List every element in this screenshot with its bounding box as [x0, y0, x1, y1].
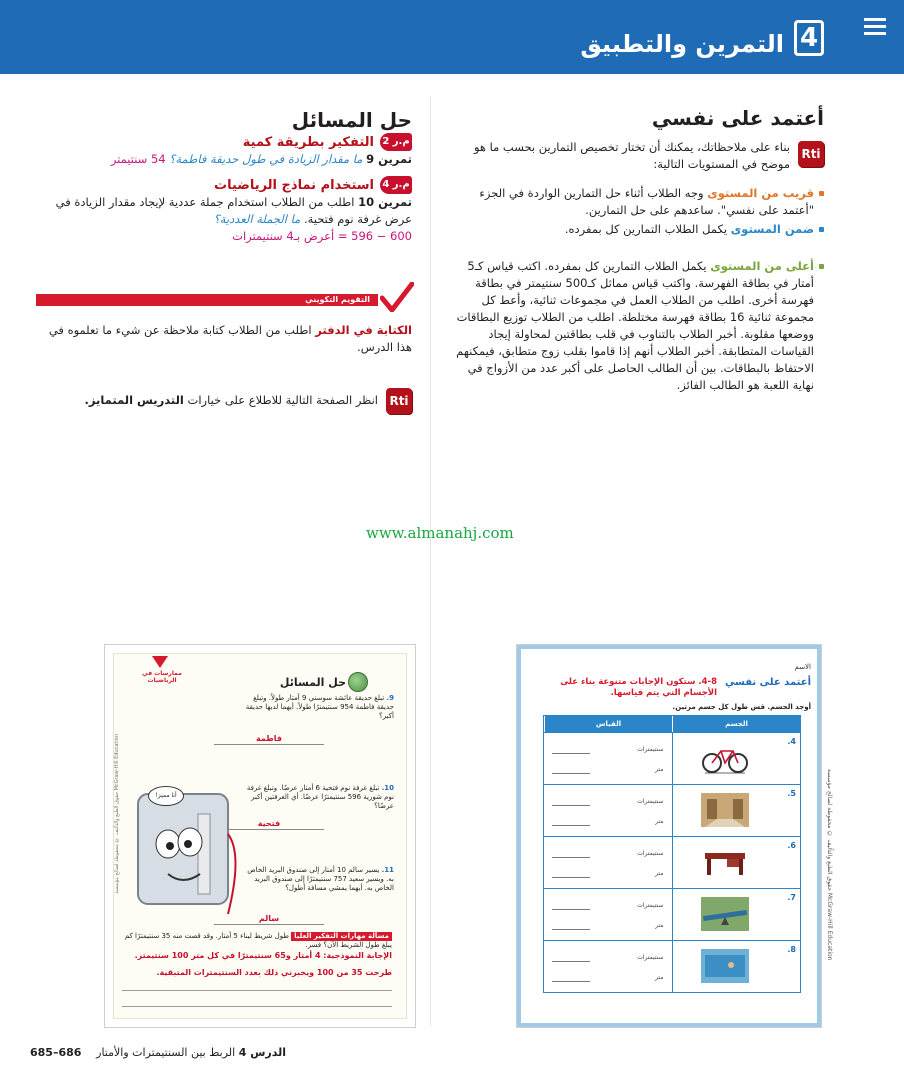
write-line — [122, 990, 392, 991]
math-practice-title: استخدام نماذج الرياضيات — [214, 177, 374, 193]
table-row — [544, 732, 800, 784]
next-note-text: انظر الصفحة التالية للاطلاع على خيارات — [187, 393, 378, 407]
chapter-number: 4 — [794, 20, 824, 56]
exercise-question: ما مقدار الزيادة في طول حديقة فاطمة؟ — [169, 152, 363, 166]
question-text: تبلغ حديقة عائشة سوسني 9 أمتار طولاً. وتبلغ حديقة فاطمة 954 سنتيمترًا طولاً. أيهما لديها حديقة أكبر؟ — [245, 694, 394, 720]
unit-m: متر — [655, 818, 664, 825]
math-practice-title: التفكير بطريقة كمية — [242, 134, 374, 150]
exercise-note — [36, 194, 412, 228]
workbook-page-problem-solving — [104, 644, 416, 1028]
side-credit: حقوق الطبع والتأليف © محفوظة لصالح مؤسسة McGraw-Hill Education — [114, 734, 120, 894]
row-number: 8. — [787, 945, 796, 954]
unit-cm: سنتيمترات — [637, 850, 664, 857]
lesson-title: الربط بين السنتيمترات والأمتار — [96, 1046, 236, 1059]
page-answer: 4-8. ستكون الإجابات متنوعة بناء على الأجسام التي يتم قياسها. — [560, 677, 717, 698]
unit-cm: سنتيمترات — [637, 954, 664, 961]
question-11 — [244, 866, 394, 893]
workbook-page-independent — [516, 644, 822, 1028]
table-row — [544, 888, 800, 940]
row-number: 7. — [787, 893, 796, 902]
seesaw-image — [701, 897, 749, 931]
lesson-label — [96, 1046, 286, 1059]
table-row — [544, 940, 800, 992]
measure-cell — [544, 785, 672, 836]
problem-solving-section — [36, 108, 412, 245]
bicycle-image — [701, 741, 749, 775]
table-row — [544, 784, 800, 836]
page-title: حل المسائل — [279, 676, 346, 689]
journal-text: اطلب من الطلاب كتابة ملاحظة عن شيء ما تعلموه في هذا الدرس. — [48, 323, 412, 354]
row-number: 4. — [787, 737, 796, 746]
journal-note — [36, 322, 412, 356]
level-text: يكمل الطلاب التمارين كل بمفرده. اكتب قياس كـ5 أمتار في بطاقة الفهرسة. واكتب قياس مماثل كـ500 سنتيمتر في بطاقة فهرسة أخرى. اطلب من الطلاب العمل في مجموعات ثنائية، وأعط كل مجموعة ثنائية 16 بطاقة فهرسة مختلطة. اطلب من الطلاب توزيع البطاقات ووضعها مقلوبة. أخبر الطلاب بالتناوب في قلب بطاقتين لمحاولة إيجاد القياسات المتطابقة. أخبر الطلاب أنهم إذا قاموا بقلب زوج متطابق، فيمكنهم الاحتفاظ بالبطاقات. بين أن الطالب الحاصل على أكبر عدد من الأزواج في نهاية اللعبة هو الطالب الفائز. — [456, 259, 814, 392]
measure-table — [543, 715, 801, 993]
level-name: ضمن المستوى — [730, 222, 814, 236]
math-practice-label: ممارسات في الرياضيات — [142, 670, 182, 684]
measure-cell — [544, 733, 672, 784]
unit-m: متر — [655, 766, 664, 773]
object-cell — [672, 733, 801, 784]
row-number: 5. — [787, 789, 796, 798]
unit-m: متر — [655, 974, 664, 981]
unit-cm: سنتيمترات — [637, 902, 664, 909]
hots-answer: طرحت 35 من 100 ويخبرني ذلك بعدد السنتيمترات المتبقية. — [156, 968, 392, 977]
level-text: يكمل الطلاب التمارين كل بمفرده. — [564, 222, 728, 236]
hallway-image — [701, 793, 749, 827]
question-9 — [244, 694, 394, 721]
exercise-text: اطلب من الطلاب استخدام جملة عددية لإيجاد مقدار الزيادة في عرض غرفة نوم فتحية. — [55, 195, 412, 226]
globe-icon — [348, 672, 368, 692]
menu-icon[interactable] — [864, 18, 886, 36]
level-name: قريب من المستوى — [707, 186, 814, 200]
page-title: أعتمد على نفسي — [724, 677, 811, 688]
table-row — [544, 836, 800, 888]
question-text: يسير سالم 10 أمتار إلى صندوق البريد الخاص به. ويسير سعيد 757 سنتيمترًا إلى صندوق البريد الخاص به. أيهما يمشي مسافة أطول؟ — [247, 866, 394, 892]
level-list — [446, 185, 824, 394]
level-item — [446, 185, 824, 219]
column-divider — [430, 96, 431, 1026]
unit-m: متر — [655, 922, 664, 929]
unit-cm: سنتيمترات — [637, 746, 664, 753]
journal-label: الكتابة في الدفتر — [315, 323, 412, 337]
intro-text: بناء على ملاحظاتك، يمكنك أن تختار تخصيص التمارين بحسب ما هو موضح في المستويات التالية: — [473, 140, 790, 171]
hots-answer: الإجابة النموذجية: 4 أمتار و65 سنتيمترًا في كل متر 100 سنتيمتر. — [134, 951, 392, 960]
question-10 — [244, 784, 394, 811]
row-number: 6. — [787, 841, 796, 850]
differentiated-note — [36, 392, 412, 409]
question-number: 11. — [381, 866, 394, 874]
desk-image — [701, 845, 749, 879]
hots-text: طول شريط ليناء 5 أمتار. وقد قصت منه 35 سنتيمترًا كم يبلغ طول الشريط الآن؟ فسر. — [124, 932, 392, 949]
next-note-bold: التدريس المتمايز. — [84, 393, 184, 407]
unit-cm: سنتيمترات — [637, 798, 664, 805]
rti-icon: Rti — [798, 141, 824, 167]
object-cell — [672, 889, 801, 940]
unit-m: متر — [655, 870, 664, 877]
write-line — [122, 1006, 392, 1007]
col-measure: القياس — [544, 716, 672, 732]
exercise-answer: 54 سنتيمتر — [110, 152, 166, 166]
hots-problem — [122, 932, 392, 978]
measure-cell — [544, 889, 672, 940]
exercise-label: تمرين 9 — [366, 152, 412, 166]
answer-line: سالم — [214, 914, 324, 925]
page-numbers: 685–686 — [30, 1046, 82, 1059]
object-cell — [672, 785, 801, 836]
side-credit: McGraw-Hill Education حقوق الطبع والتأليف © محفوظة لصالح مؤسسة — [826, 768, 833, 960]
rti-icon: Rti — [386, 388, 412, 414]
measure-cell — [544, 941, 672, 992]
formative-assessment-bar — [36, 294, 378, 306]
mailbox-illustration — [128, 774, 248, 924]
section-title: حل المسائل — [291, 108, 412, 132]
exercise-answer: 600 − 596 = أعرض بـ4 سنتيمترات — [232, 229, 412, 243]
exercise-label: تمرين 10 — [358, 195, 412, 209]
lesson-number: الدرس 4 — [238, 1046, 286, 1059]
speech-bubble: أنا مميز! — [148, 786, 184, 806]
page-instruction: أوجد الجسم. قس طول كل جسم مرتين. — [672, 703, 811, 711]
checkmark-icon — [380, 282, 414, 312]
chapter-title: التمرين والتطبيق — [580, 30, 784, 58]
exercise-question: ما الجملة العددية؟ — [213, 212, 301, 226]
math-practice-arrow-icon — [152, 656, 168, 668]
level-text: وجه الطلاب أثناء حل التمارين الواردة في الجزء "أعتمد على نفسي". ساعدهم على حل التمارين. — [479, 186, 814, 217]
pool-image — [701, 949, 749, 983]
question-text: تبلغ غرفة نوم فتحية 6 أمتار عرضًا. وتبلغ غرفة نوم شورية 596 سنتيمترًا عرضًا. أي الغرفتين أكبر عرضًا؟ — [246, 784, 394, 810]
name-label: الاسم — [794, 663, 811, 671]
math-practice-badge: م.ر 2 — [380, 133, 412, 151]
level-item — [446, 221, 824, 238]
question-number: 10. — [381, 784, 394, 792]
col-object: الجسم — [672, 716, 800, 732]
independent-practice-section — [446, 106, 824, 396]
math-practice-heading — [36, 176, 412, 194]
exercise-note — [36, 151, 412, 168]
page-footer — [30, 1046, 890, 1066]
table-header — [544, 716, 800, 732]
chapter-header — [0, 0, 904, 74]
object-cell — [672, 941, 801, 992]
question-number: 9. — [386, 694, 394, 702]
level-name: أعلى من المستوى — [710, 259, 814, 273]
answer-line: فتحية — [214, 819, 324, 830]
answer-line: فاطمة — [214, 734, 324, 745]
hots-tag: مسألة مهارات التفكير العليا — [291, 932, 392, 941]
section-title: أعتمد على نفسي — [651, 106, 824, 130]
page-inner — [113, 653, 407, 1019]
object-cell — [672, 837, 801, 888]
math-practice-heading — [36, 133, 412, 151]
watermark: www.almanahj.com — [366, 524, 514, 542]
math-practice-badge: م.ر 4 — [380, 176, 412, 194]
level-item — [446, 258, 824, 394]
formative-assessment-label: التقويم التكويني — [305, 295, 370, 304]
measure-cell — [544, 837, 672, 888]
